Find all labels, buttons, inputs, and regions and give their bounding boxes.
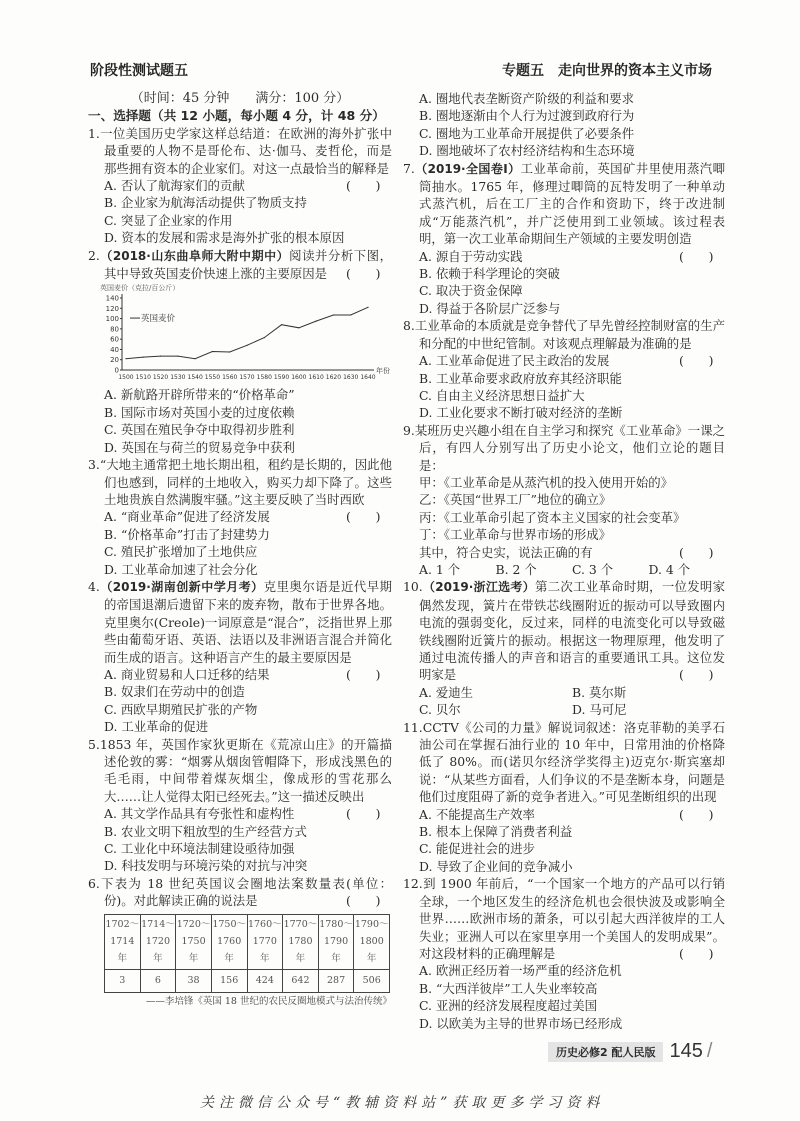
option-item: 乙：《英国“世界工厂”地位的确立》 (419, 492, 612, 508)
option-item: A. 欧洲正经历着一场严重的经济危机 (419, 963, 622, 979)
question-source: （2019·浙江选考） (422, 580, 536, 595)
question-stem: 某班历史兴趣小组在自主学习和探究《工业革命》一课之后，有四人分别写出了历史小论文，他们立论的题目是： (414, 422, 725, 473)
question-stem: 第二次工业革命时期，一位发明家偶然发现，簧片在带铁芯线圈附近的振动可以导致圈内电流的强弱变化，反过来，同样的电流变化可以导致磁铁线圈附近簧片的振动。根据这一物理原理，他发明了通过电流传播人的声音和语言的重要通讯工具。这位发明家是 (419, 579, 725, 683)
page-number: 145 (669, 1040, 703, 1062)
data-point (177, 356, 178, 357)
answer-bracket: ( ) (346, 178, 381, 194)
y-tick-label: 40 (110, 346, 119, 355)
option-row (403, 701, 725, 718)
option-item: D. 4 个 (648, 561, 691, 577)
count-cell: 3 (105, 969, 141, 992)
page-slash: / (706, 1040, 713, 1062)
x-tick-label: 1500 (118, 374, 134, 382)
x-tick-label: 1530 (170, 374, 186, 382)
x-tick-label: 1520 (152, 374, 169, 382)
count-cell: 6 (140, 969, 176, 992)
question-12 (403, 875, 725, 962)
x-tick-label: 1580 (256, 374, 272, 382)
x-tick-label: 1540 (187, 374, 203, 382)
chart-xlabel: 年份 (376, 367, 390, 376)
option-item: C. 能促进社会的进步 (419, 841, 536, 857)
question-number: 3. (88, 457, 100, 473)
option-item: B. 莫尔斯 (572, 684, 627, 700)
question-stem: CCTV《公司的力量》解说词叙述：洛克菲勒的美孚石油公司在掌握石油行业的 10 年中，日常用油的价格降低了 80%。而(诺贝尔经济学奖得主)迈克尔·斯宾塞却说：“从某些方面看，人们争议的不是垄断本身，问题是他们过度阻碍了新的竞争者进入。”可见垄断组织的出现 (419, 719, 725, 805)
data-point (316, 321, 317, 322)
option-item: C. 3 个 (572, 561, 614, 577)
data-point (264, 337, 265, 338)
option-item: B. 依赖于科学理论的突破 (419, 266, 560, 282)
chart-ylabel: 英国麦价（克拉/百公斤） (100, 284, 180, 293)
count-cell: 156 (211, 969, 247, 992)
period-cell: 1770～1780 年 (283, 914, 319, 969)
option-item: D. 英国在与荷兰的贸易竞争中获利 (104, 439, 295, 455)
question-6 (88, 875, 392, 910)
legend-label: 英国麦价 (141, 314, 176, 325)
y-tick-label: 120 (105, 305, 119, 314)
question-stem: 一位美国历史学家这样总结道：在欧洲的海外扩张中最重要的人物不是哥伦布、达·伽马、麦哲伦，而是那些拥有资本的企业家们。对这一点最恰当的解释是 (99, 125, 392, 176)
option-item: C. 西欧早期殖民扩张的产物 (104, 701, 258, 717)
option-item: D. 圈地破坏了农村经济结构和生态环境 (419, 143, 635, 159)
question-number: 7. (403, 160, 415, 176)
option-item: C. 工业化中环境法制建设亟待加强 (104, 841, 295, 857)
question-number: 5. (88, 736, 100, 752)
question-stem: 工业革命前，英国矿井里使用蒸汽唧筒抽水。1765 年，修理过唧筒的瓦特发明了一种单动式蒸汽机，后在工厂主的合作和资助下，终于改进制成“万能蒸汽机”，并广泛使用到工业领域。该过程表明，第一次工业革命期间生产领域的主要发明创造 (419, 160, 725, 247)
option-item: A. 不能提高生产效率 (419, 806, 535, 822)
question-number: 11. (403, 719, 423, 735)
option-item: D. 马可尼 (572, 702, 627, 718)
count-cell: 287 (318, 969, 354, 992)
option-item: A. 新航路开辟所带来的“价格革命” (104, 387, 295, 403)
option-item: C. 取决于资金保障 (419, 283, 523, 299)
section-heading: 一、选择题（共 12 小题，每小题 4 分，计 48 分） (88, 108, 385, 124)
prompt-text: 其中，符合史实，说法正确的有 (419, 544, 593, 560)
question-number: 2. (88, 247, 100, 263)
table-citation: ——李培锋《英国 18 世纪的农民反圈地模式与法治传统》 (145, 995, 392, 1007)
option-item: D. 以欧美为主导的世界市场已经形成 (419, 1015, 623, 1031)
y-tick-label: 140 (105, 294, 119, 303)
y-tick-label: 100 (105, 315, 119, 324)
test-title: 阶段性测试题五 (90, 63, 188, 79)
question-source: （2018·山东曲阜师大附中期中） (99, 248, 290, 263)
option-item: C. 自由主义经济思想日益扩大 (419, 387, 585, 403)
data-point (246, 345, 247, 346)
answer-bracket: ( ) (679, 248, 714, 264)
data-point (298, 328, 299, 329)
option-item: A. “商业革命”促进了经济发展 (104, 509, 270, 525)
period-cell: 1702～1714 年 (105, 914, 141, 969)
period-cell: 1714～1720 年 (140, 914, 176, 969)
answer-bracket: ( ) (679, 667, 714, 683)
x-tick-label: 1560 (222, 374, 238, 382)
count-cell: 424 (247, 969, 283, 992)
option-item: A. 爱迪生 (419, 684, 473, 700)
option-item: 丙：《工业革命引起了资本主义国家的社会变革》 (419, 509, 686, 525)
handwritten-watermark: 关注微信公众号“教辅资料站”获取更多学习资料 (200, 1095, 605, 1111)
data-point (350, 315, 351, 316)
option-row (403, 684, 725, 701)
chart-block (96, 282, 392, 386)
left-column (88, 90, 392, 1009)
question-number: 1. (88, 125, 100, 141)
option-item: B. 国际市场对英国小麦的过度依赖 (104, 404, 295, 420)
y-tick-label: 0 (114, 366, 119, 375)
data-point (212, 351, 213, 352)
question-stem: 到 1900 年前后，“一个国家一个地方的产品可以行销全球，一个地区发生的经济危机也会很快波及或影响全世界……欧洲市场的萧条，可以引起大西洋彼岸的工人失业；亚洲人可以在家里享用一个美国人的发明成果”。对这段材料的正确理解是 (419, 876, 725, 961)
x-tick-label: 1550 (204, 374, 221, 382)
period-cell: 1790～1800 年 (354, 914, 390, 969)
y-tick-label: 20 (110, 356, 119, 365)
x-tick-label: 1590 (273, 374, 290, 382)
x-tick-label: 1630 (343, 374, 359, 382)
option-item: D. 导致了企业间的竞争减小 (419, 858, 573, 874)
question-stem: 工业革命的本质就是竞争替代了早先曾经控制财富的生产和分配的中世纪管制。对该观点理解最为准确的是 (414, 318, 725, 351)
option-item: A. 商业贸易和人口迁移的结果 (104, 666, 270, 682)
enclosure-bill-table (104, 914, 390, 993)
option-item: A. 其文学作品具有夸张性和虚构性 (104, 806, 295, 822)
data-point (281, 325, 282, 326)
option-item: C. 亚洲的经济发展程度超过美国 (419, 998, 597, 1014)
period-cell: 1760～1770 年 (247, 914, 283, 969)
period-cell: 1720～1750 年 (176, 914, 212, 969)
option-item: B. 企业家为航海活动提供了物质支持 (104, 195, 307, 211)
option-item: 丁：《工业革命与世界市场的形成》 (419, 527, 612, 543)
option-item: D. 得益于各阶层广泛参与 (419, 300, 561, 316)
option-item: B. 圈地逐渐由个人行为过渡到政府行为 (419, 108, 635, 124)
book-label: 历史必修2 配人民版 (548, 1042, 663, 1062)
wheat-price-chart (96, 282, 396, 386)
option-item: A. 源自于劳动实践 (419, 248, 523, 264)
data-point (143, 357, 144, 358)
option-item: 甲：《工业革命是从蒸汽机的投入使用开始的》 (419, 474, 674, 490)
option-item: B. 2 个 (495, 561, 537, 577)
option-item: C. 突显了企业家的作用 (104, 212, 233, 228)
option-item: D. 资本的发展和需求是海外扩张的根本原因 (104, 230, 345, 246)
answer-bracket: ( ) (679, 353, 714, 369)
option-item: B. 奴隶们在劳动中的创造 (104, 684, 245, 700)
answer-bracket: ( ) (346, 509, 381, 525)
count-cell: 642 (283, 969, 319, 992)
answer-bracket: ( ) (346, 893, 381, 909)
count-cell: 38 (176, 969, 212, 992)
question-9 (403, 422, 725, 474)
x-tick-label: 1570 (239, 374, 255, 382)
data-point (160, 356, 161, 357)
data-point (125, 359, 126, 360)
option-item: D. 工业革命的促进 (104, 719, 209, 735)
question-stem: 克里奥尔语是近代早期的帝国退潮后遗留下来的废弃物，散布于世界各地。克里奥尔(Creole)一词原意是“混合”，泛指世界上那些由葡萄牙语、英语、法语以及非洲语言混合并简化而生成的语言。这种语言产生的最主要原因是 (104, 578, 392, 665)
question-number: 9. (403, 422, 415, 438)
table-header-row (105, 914, 390, 969)
question-number: 10. (403, 579, 423, 595)
option-item: A. 1 个 (419, 561, 461, 577)
period-cell: 1780～1790 年 (318, 914, 354, 969)
topic-title: 专题五 走向世界的资本主义市场 (502, 63, 712, 79)
y-tick-label: 80 (110, 325, 119, 334)
question-2 (88, 247, 392, 283)
option-item: B. 工业革命要求政府放弃其经济职能 (419, 370, 622, 386)
data-point (229, 352, 230, 353)
time-score-line: （时间：45 分钟 满分：100 分） (130, 91, 350, 106)
option-item: A. 工业革命促进了民主政治的发展 (419, 353, 610, 369)
question-source: （2019·全国卷Ⅰ） (414, 161, 521, 176)
page-footer (548, 1040, 712, 1063)
table-block (88, 914, 392, 1009)
answer-bracket: ( ) (346, 266, 381, 282)
x-tick-label: 1640 (360, 374, 376, 382)
option-item: B. “价格革命”打击了封建势力 (104, 526, 270, 542)
option-item: A. 否认了航海家们的贡献 (104, 178, 245, 194)
question-number: 8. (403, 318, 415, 334)
question-prompt (403, 544, 725, 561)
question-10 (403, 578, 725, 683)
option-item: D. 工业革命加速了社会分化 (104, 561, 258, 577)
data-point (367, 307, 368, 308)
question-source: （2019·湖南创新中学月考） (99, 579, 264, 594)
x-tick-label: 1600 (291, 374, 307, 382)
table-value-row (105, 969, 390, 992)
option-item: D. 工业化要求不断打破对经济的垄断 (419, 405, 623, 421)
option-item: C. 英国在殖民争夺中取得初步胜利 (104, 422, 295, 438)
data-point (333, 315, 334, 316)
period-cell: 1750～1760 年 (211, 914, 247, 969)
answer-bracket: ( ) (346, 666, 381, 682)
answer-bracket: ( ) (679, 806, 714, 822)
option-item: B. 根本上保障了消费者利益 (419, 824, 573, 840)
x-tick-label: 1610 (308, 374, 324, 382)
question-number: 12. (403, 876, 423, 892)
question-stem: “大地主通常把土地长期出租，租约是长期的，因此他们也感到，同样的土地收入，购买力却下降了。这些土地贵族自然满腹牢骚。”这主要反映了当时西欧 (99, 457, 392, 507)
question-number: 6. (88, 875, 100, 891)
answer-bracket: ( ) (679, 945, 714, 961)
data-point (195, 359, 196, 360)
answer-bracket: ( ) (679, 544, 714, 560)
option-item: C. 贝尔 (419, 702, 461, 718)
right-column (403, 90, 725, 1032)
option-item: A. 圈地代表垄断资产阶级的利益和要求 (419, 91, 635, 106)
x-tick-label: 1510 (135, 374, 151, 382)
x-tick-label: 1620 (325, 374, 342, 382)
option-item: B. “大西洋彼岸”工人失业率较高 (419, 980, 598, 996)
question-stem: 阅读并分析下图，其中导致英国麦价快速上涨的主要原因是 (104, 247, 392, 282)
option-item: B. 农业文明下粗放型的生产经营方式 (104, 823, 307, 839)
option-item: C. 圈地为工业革命开展提供了必要条件 (419, 125, 635, 141)
question-number: 4. (88, 578, 100, 594)
y-tick-label: 60 (110, 336, 119, 345)
answer-bracket: ( ) (346, 806, 381, 822)
option-item: D. 科技发明与环境污染的对抗与冲突 (104, 858, 308, 874)
question-stem: 1853 年，英国作家狄更斯在《荒凉山庄》的开篇描述伦敦的雾：“烟雾从烟囱管帽降下，形成浅黑色的毛毛雨，中间带着煤灰烟尘，像成形的雪花那么大……让人觉得太阳已经死去。”这一描述反映出 (99, 736, 392, 804)
option-row (403, 561, 725, 578)
option-item: C. 殖民扩张增加了土地供应 (104, 544, 258, 560)
count-cell: 506 (354, 969, 390, 992)
question-stem: 下表为 18 世纪英国议会圈地法案数量表(单位：份)。对此解读正确的说法是 (99, 875, 392, 909)
